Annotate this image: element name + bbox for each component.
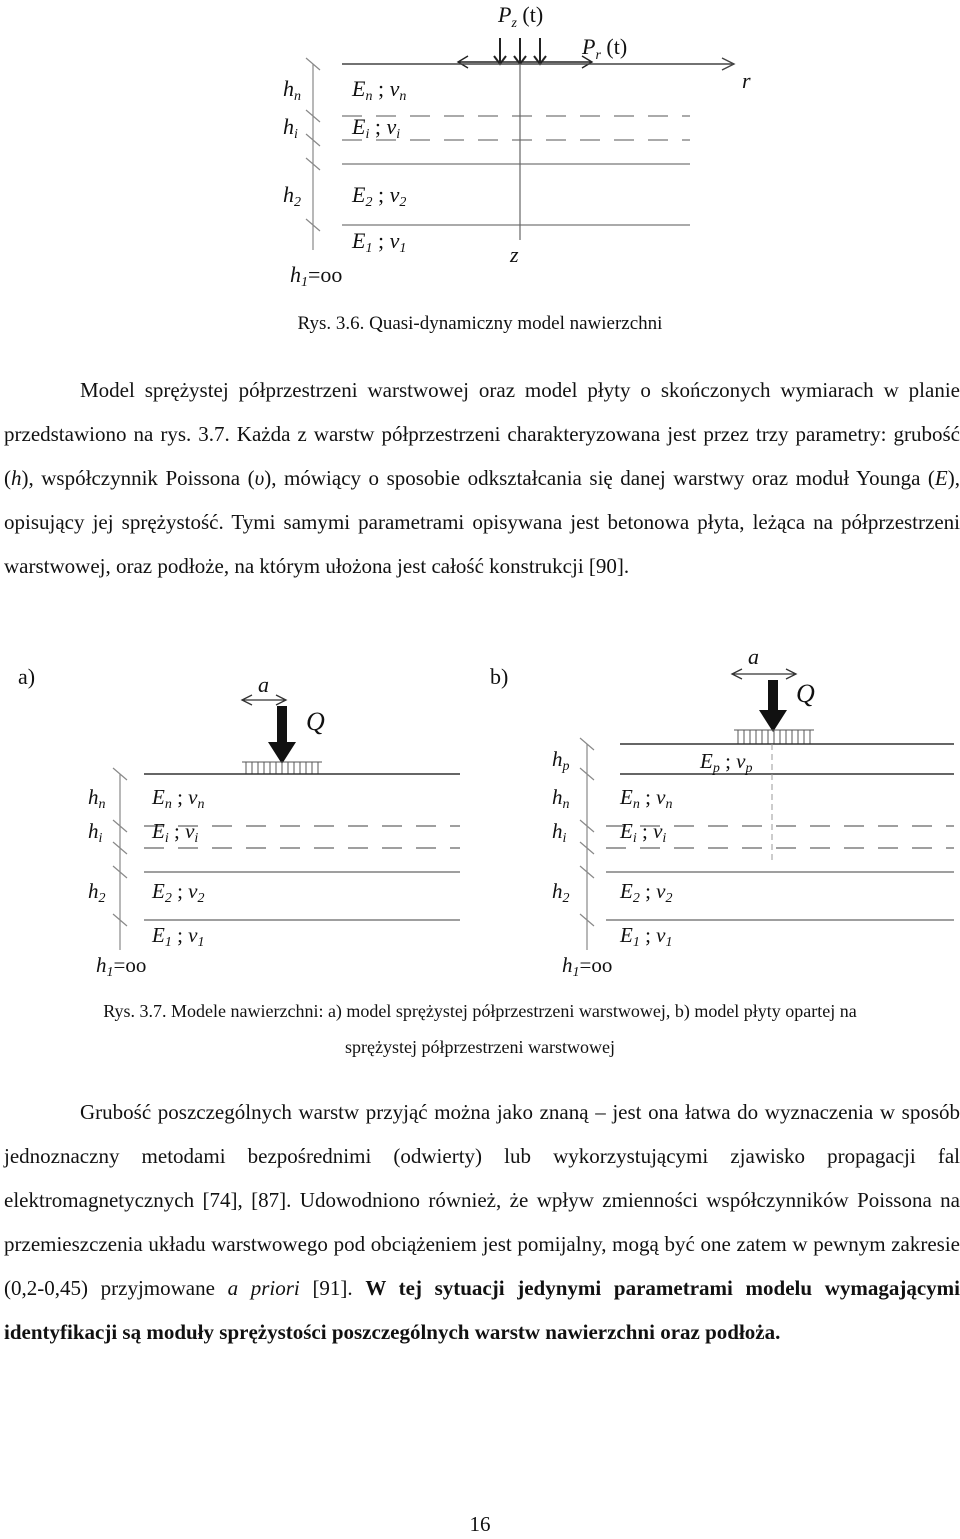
figure-3-6-caption: Rys. 3.6. Quasi-dynamiczny model nawierzchni xyxy=(297,313,663,334)
paragraph-2: Grubość poszczególnych warstw przyjąć można jako znaną – jest ona łatwa do wyznaczenia w sposób jednoznaczny metodami bezpośrednimi (odwierty) lub wykorzystującymi zjawisko propagacji fal elektromagnetycznych [74], [87]. Udowodniono również, że wpływ zmienności współczynników Poissona na przemieszczenia układu warstwowego pod obciążeniem jest pomijalny, mogą być one zatem w pewnym zakresie (0,2-0,45) przyjmowane a priori [91]. W tej sytuacji jedynymi parametrami modelu wymagającymi identyfikacji są moduły sprężystości poszczególnych warstw nawierzchni oraz podłoża. xyxy=(4,1100,960,1344)
svg-text:h2: h2 xyxy=(88,879,106,906)
svg-text:Q: Q xyxy=(796,679,815,708)
svg-text:Ei ; νi: Ei ; νi xyxy=(620,819,667,846)
load-radial-label: $P_r$ (t) xyxy=(582,34,628,63)
svg-text:h1=oo: h1=oo xyxy=(290,262,343,290)
panel-a-thickness-labels xyxy=(88,785,146,980)
figure-3-7-caption-line-1: Rys. 3.7. Modele nawierzchni: a) model sprężystej półprzestrzeni warstwowej, b) model płyty opartej na xyxy=(103,1001,857,1021)
svg-text:a: a xyxy=(748,644,759,669)
svg-text:En ; νn: En ; νn xyxy=(620,785,673,812)
svg-text:E2 ; ν2: E2 ; ν2 xyxy=(152,879,205,906)
svg-text:h1=oo: h1=oo xyxy=(562,953,613,980)
svg-text:E2 ; ν2: E2 ; ν2 xyxy=(352,182,407,210)
panel-b-thickness-labels xyxy=(552,747,612,980)
svg-text:E1 ; ν1: E1 ; ν1 xyxy=(620,923,673,950)
panel-a-load xyxy=(242,672,325,774)
svg-text:hi: hi xyxy=(552,819,567,846)
z-axis-label: z xyxy=(510,242,519,267)
svg-text:hn: hn xyxy=(88,785,106,812)
svg-text:h1=oo: h1=oo xyxy=(96,953,147,980)
svg-text:Ep ; νp: Ep ; νp xyxy=(700,749,753,776)
svg-text:hp: hp xyxy=(552,747,570,774)
paragraph-1: Model sprężystej półprzestrzeni warstwowej oraz model płyty o skończonych wymiarach w planie przedstawiono na rys. 3.7. Każda z warstw półprzestrzeni charakteryzowana jest przez trzy parametry: grubość (h), współczynnik Poissona (υ), mówiący o sposobie odkształcania się danej warstwy oraz moduł Younga (E), opisujący jej sprężystość. Tymi samymi parametrami opisywana jest betonowa płyta, leżąca na półprzestrzeni warstwowej, oraz podłoże, na którym ułożona jest całość konstrukcji [90]. xyxy=(4,378,960,578)
svg-text:E2 ; ν2: E2 ; ν2 xyxy=(620,879,673,906)
svg-text:hn: hn xyxy=(552,785,570,812)
svg-text:h2: h2 xyxy=(283,182,301,210)
panel-a-label: a) xyxy=(18,664,36,689)
vertical-load-arrows xyxy=(494,38,546,64)
panel-b-label: b) xyxy=(490,664,509,689)
svg-text:E1 ; ν1: E1 ; ν1 xyxy=(352,228,407,256)
figure-3-6 xyxy=(0,0,960,300)
svg-text:Q: Q xyxy=(306,707,325,736)
panel-b-thickness-dimension xyxy=(580,738,594,950)
load-vertical-label: $P_z$ (t) xyxy=(498,2,544,31)
panel-b-modulus-labels xyxy=(619,785,673,950)
figure-3-7-caption-line-2: sprężystej półprzestrzeni warstwowej xyxy=(345,1037,615,1057)
key-statement: W tej sytuacji jedynymi parametrami modelu wymagającymi identyfikacji są moduły sprężystości poszczególnych warstw nawierzchni oraz podłoża. xyxy=(4,1276,960,1344)
panel-a-thickness-dimension xyxy=(113,768,127,950)
svg-text:E1 ; ν1: E1 ; ν1 xyxy=(152,923,205,950)
svg-text:En ; νn: En ; νn xyxy=(152,785,205,812)
svg-text:hi: hi xyxy=(88,819,103,846)
svg-text:hi: hi xyxy=(283,114,298,142)
svg-text:En ; νn: En ; νn xyxy=(352,76,407,104)
layer-modulus-labels xyxy=(351,76,406,256)
svg-text:Ei ; νi: Ei ; νi xyxy=(152,819,199,846)
svg-text:hn: hn xyxy=(283,76,301,104)
panel-a-modulus-labels xyxy=(151,785,205,950)
r-axis-label: r xyxy=(742,68,751,93)
svg-text:Ei ; νi: Ei ; νi xyxy=(352,114,401,142)
figure-3-7-caption xyxy=(0,993,960,1065)
panel-b-load xyxy=(732,644,815,744)
svg-text:a: a xyxy=(258,672,269,697)
figure-3-7 xyxy=(0,640,960,980)
thickness-dimension xyxy=(306,58,320,250)
svg-text:h2: h2 xyxy=(552,879,570,906)
page-number: 16 xyxy=(469,1512,491,1536)
